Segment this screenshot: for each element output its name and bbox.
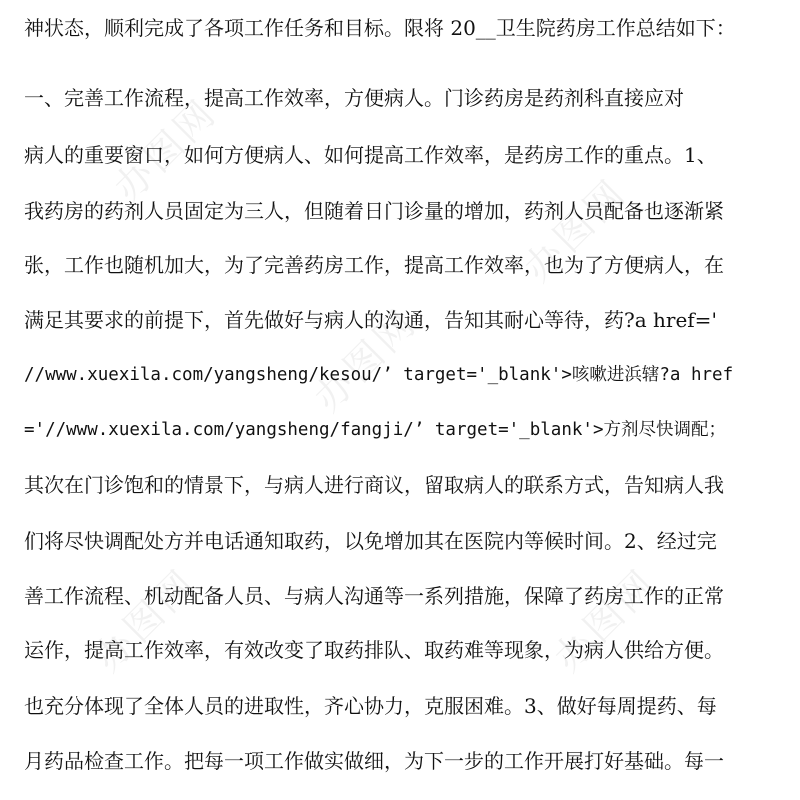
text-line: 我药房的药剂人员固定为三人，但随着日门诊量的增加，药剂人员配备也逐渐紧 bbox=[24, 199, 724, 223]
text-line: 其次在门诊饱和的情景下，与病人进行商议，留取病人的联系方式，告知病人我 bbox=[24, 473, 724, 497]
text-line: 张，工作也随机加大，为了完善药房工作，提高工作效率，也为了方便病人，在 bbox=[24, 253, 724, 277]
text-line: //www.xuexila.com/yangsheng/kesou/’ target='_blank'>咳嗽进浜辖?a href bbox=[24, 365, 734, 385]
text-line: 病人的重要窗口，如何方便病人、如何提高工作效率，是药房工作的重点。1、 bbox=[24, 143, 717, 167]
text-line: 善工作流程、机动配备人员、与病人沟通等一系列措施，保障了药房工作的正常 bbox=[24, 584, 724, 608]
watermark: 办图网 bbox=[305, 299, 426, 421]
text-line: 们将尽快调配处方并电话通知取药，以免增加其在医院内等候时间。2、经过完 bbox=[24, 529, 717, 553]
watermark: 办图网 bbox=[545, 559, 666, 681]
text-line: ='//www.xuexila.com/yangsheng/fangji/’ target='_blank'>方剂尽快调配； bbox=[24, 420, 726, 440]
text-line: 满足其要求的前提下，首先做好与病人的沟通，告知其耐心等待，药?a href=' bbox=[24, 308, 717, 332]
text-line: 一、完善工作流程，提高工作效率，方便病人。门诊药房是药剂科直接应对 bbox=[24, 86, 684, 110]
text-line: 月药品检查工作。把每一项工作做实做细，为下一步的工作开展打好基础。每一 bbox=[24, 749, 724, 773]
watermark: 办图网 bbox=[515, 169, 636, 291]
watermark: 办图网 bbox=[105, 89, 226, 211]
text-line: 神状态，顺利完成了各项工作任务和目标。限将 20__卫生院药房工作总结如下： bbox=[24, 16, 736, 40]
watermark: 办图网 bbox=[85, 559, 206, 681]
text-line: 运作，提高工作效率，有效改变了取药排队、取药难等现象，为病人供给方便。 bbox=[24, 638, 724, 662]
text-line: 也充分体现了全体人员的进取性，齐心协力，克服困难。3、做好每周提药、每 bbox=[24, 694, 717, 718]
